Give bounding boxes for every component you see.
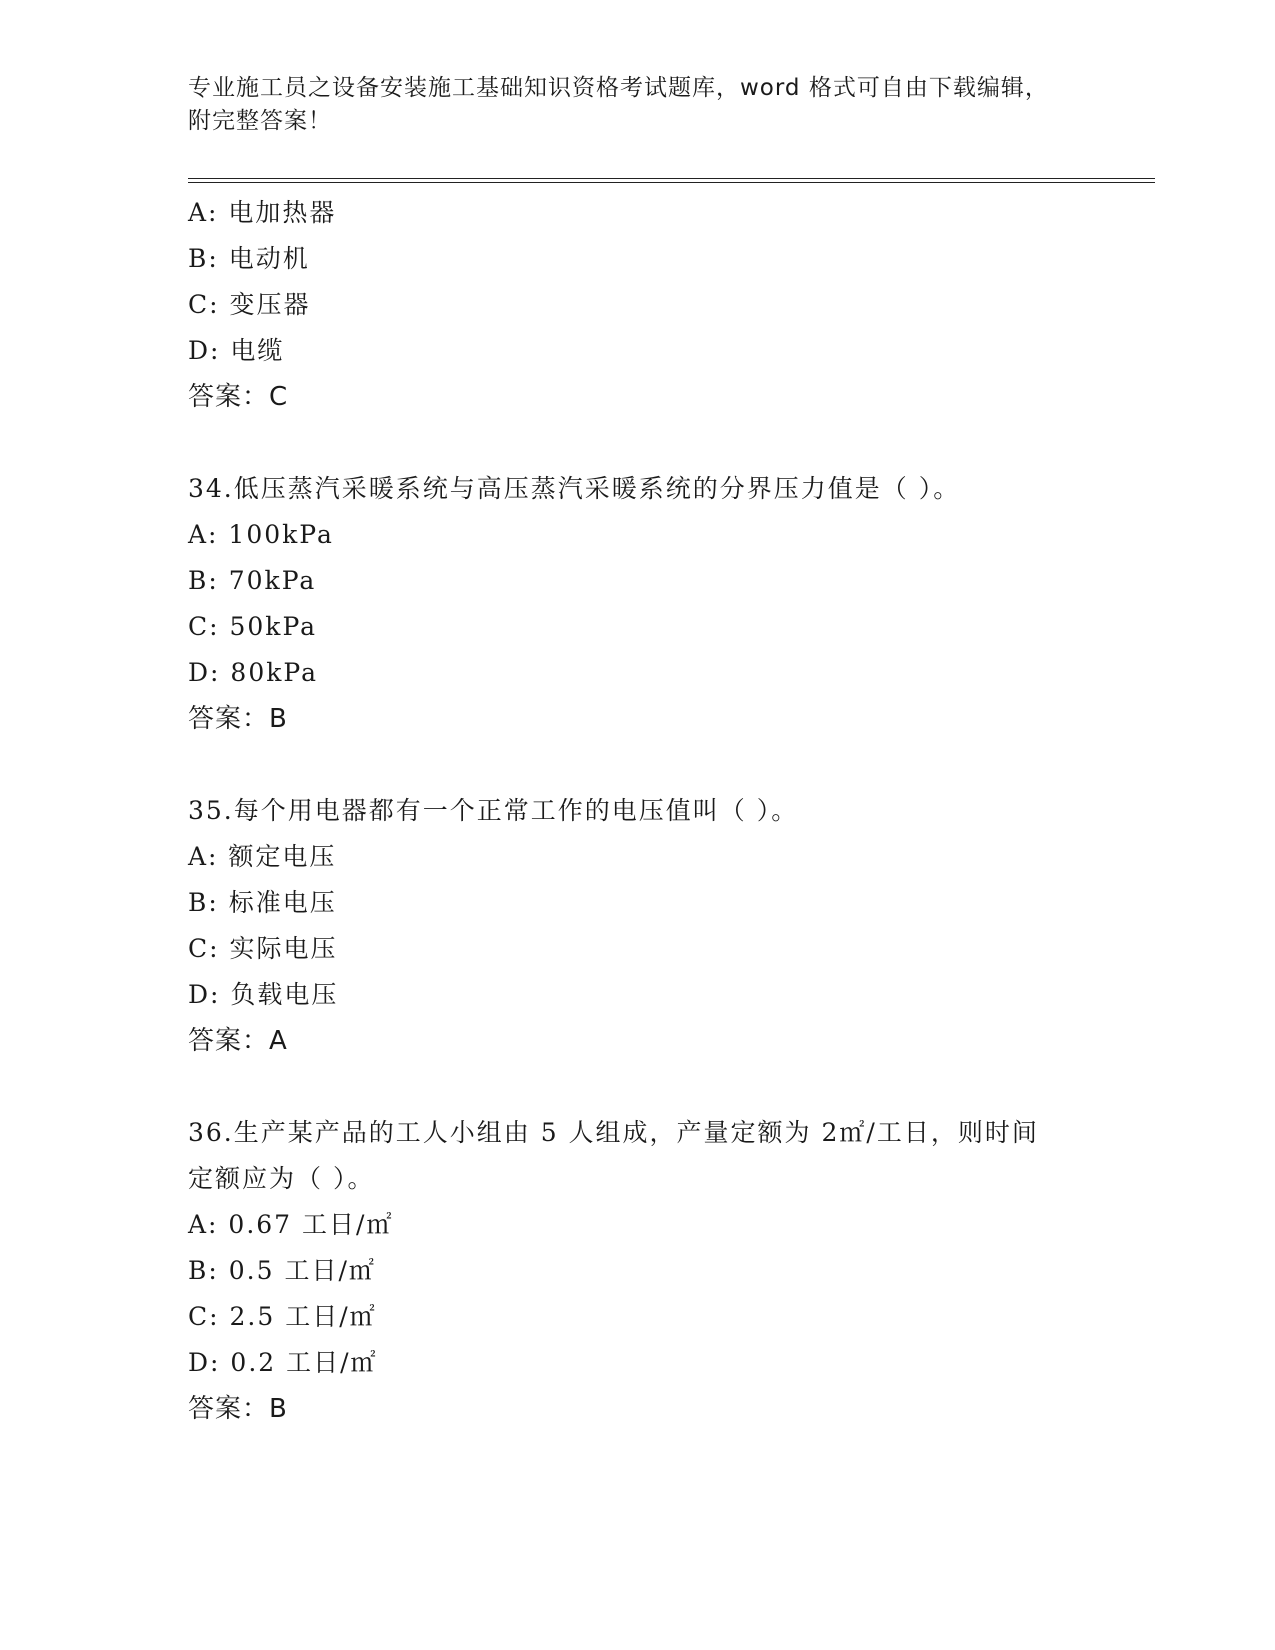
option-d: D: 负载电压 <box>188 980 339 1009</box>
spacer <box>188 742 1148 788</box>
option-d: D: 80kPa <box>188 658 318 687</box>
option-a: A: 0.67 工日/㎡ <box>188 1210 394 1239</box>
question-stem-line-2: 定额应为（ ）。 <box>188 1164 375 1193</box>
question-stem: 35.每个用电器都有一个正常工作的电压值叫（ ）。 <box>188 796 799 825</box>
question-block-35 <box>188 788 1148 1064</box>
question-block-33 <box>188 190 1148 420</box>
question-block-36 <box>188 1110 1148 1432</box>
document-header <box>188 72 1088 138</box>
option-c: C: 50kPa <box>188 612 318 641</box>
option-d: D: 0.2 工日/㎡ <box>188 1348 378 1377</box>
option-a: A: 100kPa <box>188 520 334 549</box>
spacer <box>188 1064 1148 1110</box>
answer-line: 答案：B <box>188 1394 288 1424</box>
option-c: C: 变压器 <box>188 290 311 319</box>
option-b: B: 0.5 工日/㎡ <box>188 1256 376 1285</box>
answer-line: 答案：C <box>188 382 289 412</box>
question-block-34 <box>188 466 1148 742</box>
answer-line: 答案：B <box>188 704 288 734</box>
option-d: D: 电缆 <box>188 336 285 365</box>
question-stem-line-1: 36.生产某产品的工人小组由 5 人组成，产量定额为 2㎡/工日，则时间 <box>188 1118 1039 1147</box>
question-list <box>188 190 1148 1432</box>
option-b: B: 电动机 <box>188 244 310 273</box>
option-c: C: 2.5 工日/㎡ <box>188 1302 377 1331</box>
header-line-1: 专业施工员之设备安装施工基础知识资格考试题库，word 格式可自由下载编辑， <box>188 75 1049 101</box>
answer-line: 答案：A <box>188 1026 288 1056</box>
option-c: C: 实际电压 <box>188 934 338 963</box>
header-divider-bottom <box>188 182 1155 183</box>
header-line-2: 附完整答案！ <box>188 108 332 134</box>
option-a: A: 电加热器 <box>188 198 337 227</box>
spacer <box>188 420 1148 466</box>
option-b: B: 标准电压 <box>188 888 337 917</box>
question-stem: 34.低压蒸汽采暖系统与高压蒸汽采暖系统的分界压力值是（ ）。 <box>188 474 961 503</box>
header-divider-top <box>188 178 1155 179</box>
option-a: A: 额定电压 <box>188 842 337 871</box>
option-b: B: 70kPa <box>188 566 317 595</box>
